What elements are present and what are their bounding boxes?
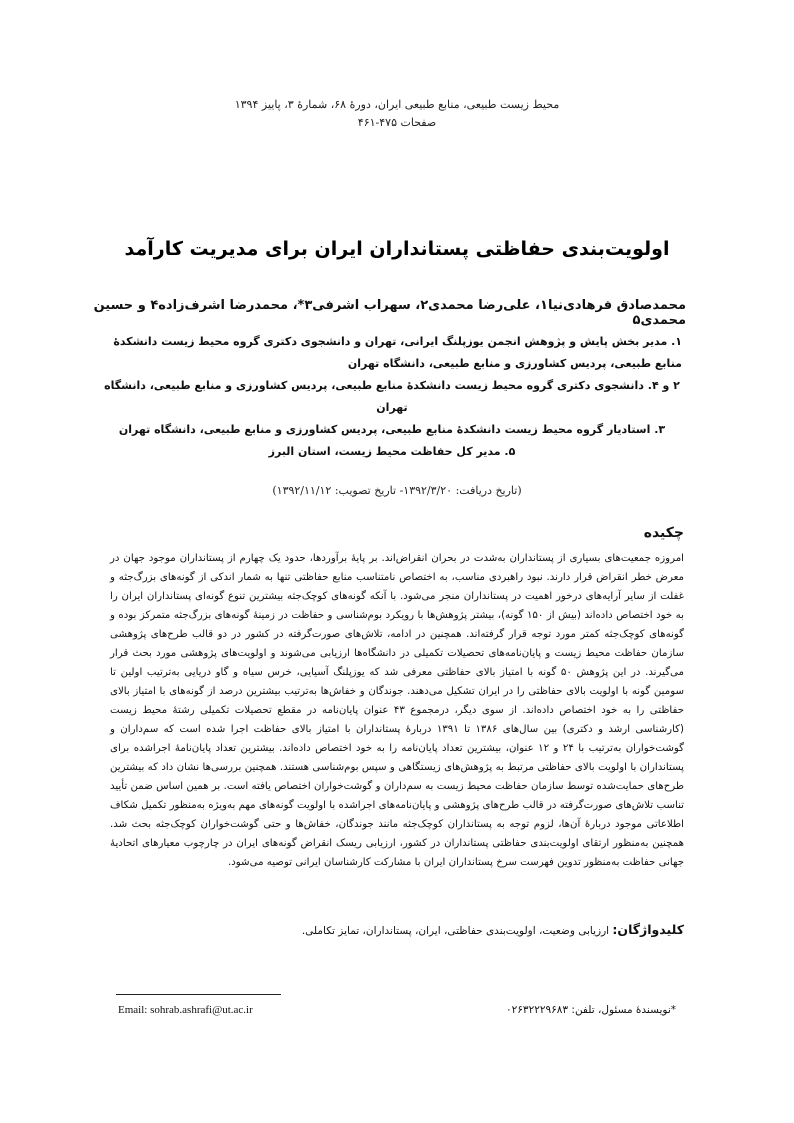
corresponding-author-phone: *نویسندۀ مسئول، تلفن: ۰۲۶۳۲۲۲۹۶۸۳ (506, 1004, 676, 1016)
affiliation-2: ۲ و ۴. دانشجوی دکتری گروه محیط زیست دانشکدۀ منابع طبیعی، پردیس کشاورزی و منابع طبیعی، دانشگاه تهران (104, 379, 680, 414)
affiliation-3: ۳. استادیار گروه محیط زیست دانشکدۀ منابع طبیعی، پردیس کشاورزی و منابع طبیعی، دانشگاه تهران (118, 423, 666, 436)
page-range: صفحات ۴۷۵-۴۶۱ (357, 116, 437, 129)
corresponding-author-email: Email: sohrab.ashrafi@ut.ac.ir (118, 1004, 253, 1016)
keywords-text: ارزیابی وضعیت، اولویت‌بندی حفاظتی، ایران، پستانداران، تمایز تکاملی. (301, 925, 610, 937)
footnote-divider (116, 994, 281, 995)
journal-header (0, 96, 794, 132)
abstract-heading: چکیده (643, 525, 684, 541)
author-list: محمدصادق فرهادی‌نیا۱، علی‌رضا محمدی۲، سهراب اشرفی۳*، محمدرضا اشرف‌زاده۴ و حسین محمدی۵ (93, 298, 686, 328)
affiliation-1: ۱. مدیر بخش پایش و پژوهش انجمن یوزپلنگ ایرانی، تهران و دانشجوی دکتری گروه محیط زیست دانشکدۀ منابع طبیعی، پردیس کشاورزی و منابع طبیعی، دانشگاه تهران (113, 335, 682, 370)
paper-title: اولویت‌بندی حفاظتی پستانداران ایران برای مدیریت کارآمد (124, 238, 670, 260)
keywords (110, 922, 684, 937)
submission-dates: (تاریخ دریافت: ۱۳۹۲/۳/۲۰- تاریخ تصویب: ۱۳۹۲/۱۱/۱۲) (272, 484, 522, 497)
abstract-body: امروزه جمعیت‌های بسیاری از پستانداران به‌شدت در بحران انقراض‌اند. بر پایۀ برآوردها، حدود یک چهارم از پستانداران موجود جهان در معرض خطر انقراض قرار دارند. نبود راهبردی مناسب، به اختصاص نامتناسب منابع حفاظتی تنها به شمار اندکی از گونه‌های بزرگ‌جثه و غفلت از سایر آرایه‌های درخور اهمیت در پستانداران منجر می‌شود. با آنکه گونه‌های کوچک‌جثه بیشترین تنوع گونه‌ای پستانداران ایران را به خود اختصاص داده‌اند (بیش از ۱۵۰ گونه)، بیشتر پژوهش‌ها با رویکرد بوم‌شناسی و حفاظت در زمینۀ گونه‌های بزرگ‌جثه متمرکز بوده و گونه‌های کوچک‌جثه کمتر مورد توجه قرار گرفته‌اند. همچنین در ادامه، تلاش‌های صورت‌گرفته در کشور در دو قالب طرح‌های پژوهشی سازمان حفاظت محیط زیست و پایان‌نامه‌های تحصیلات تکمیلی در دانشگاه‌ها ارزیابی می‌شوند و اولویت‌های پژوهشی مورد بحث قرار می‌گیرند. در این پژوهش ۵۰ گونه با امتیاز بالای حفاظتی معرفی شد که یوزپلنگ آسیایی، خرس سیاه و گاو دریایی به‌ترتیب اولین تا سومین گونه با اولویت بالای حفاظتی را در ایران تشکیل می‌دهند. جوندگان و خفاش‌ها به‌ترتیب بیشترین درصد از گونه‌های با امتیاز بالای حفاظتی را به خود اختصاص داده‌اند. از سوی دیگر، درمجموع ۴۳ عنوان پایان‌نامه در مقطع تحصیلات تکمیلی رشتۀ محیط زیست (کارشناسی ارشد و دکتری) بین سال‌های ۱۳۸۶ تا ۱۳۹۱ دربارۀ پستانداران با امتیاز بالای حفاظت اجرا شده است که سم‌داران و گوشت‌خواران به‌ترتیب با ۲۴ و ۱۲ عنوان، بیشترین تعداد پایان‌نامه را به خود اختصاص داده‌اند. بیشترین تعداد پایان‌نامۀ اجراشده برای پستانداران با اولویت بالای حفاظتی مرتبط به پژوهش‌های زیستگاهی و سپس بوم‌شناسی هستند. همچنین بررسی‌ها نشان داد که بیشترین طرح‌های حمایت‌شده توسط سازمان حفاظت محیط زیست به سم‌داران و گوشت‌خواران اختصاص یافته است. بر همین اساس ضمن تأیید تناسب تلاش‌های صورت‌گرفته در قالب طرح‌های پژوهشی و پایان‌نامه‌های اجراشده با اولویت گونه‌های مهم به‌ویژه به‌منظور تکمیل شکاف اطلاعاتی موجود دربارۀ آن‌ها، لزوم توجه به پستانداران کوچک‌جثه مانند جوندگان، خفاش‌ها و حتی گوشت‌خواران کوچک‌جثه بحث شد. همچنین به‌منظور ارتقای اولویت‌بندی حفاظتی پستانداران در کشور، ارزیابی ریسک انقراض گونه‌های ایران در چارچوب معیارهای اتحادیۀ جهانی حفاظت به‌منظور تدوین فهرست سرخ پستانداران ایران با مشارکت کارشناسان ایرانی توصیه می‌شود. (110, 553, 685, 868)
keywords-label: کلیدواژگان: (612, 922, 684, 937)
affiliation-4: ۵. مدیر کل حفاظت محیط زیست، استان البرز (268, 445, 516, 458)
affiliations (102, 331, 682, 463)
journal-citation: محیط زیست طبیعی، منابع طبیعی ایران، دورۀ ۶۸، شمارۀ ۳، پاییز ۱۳۹۴ (234, 98, 560, 111)
